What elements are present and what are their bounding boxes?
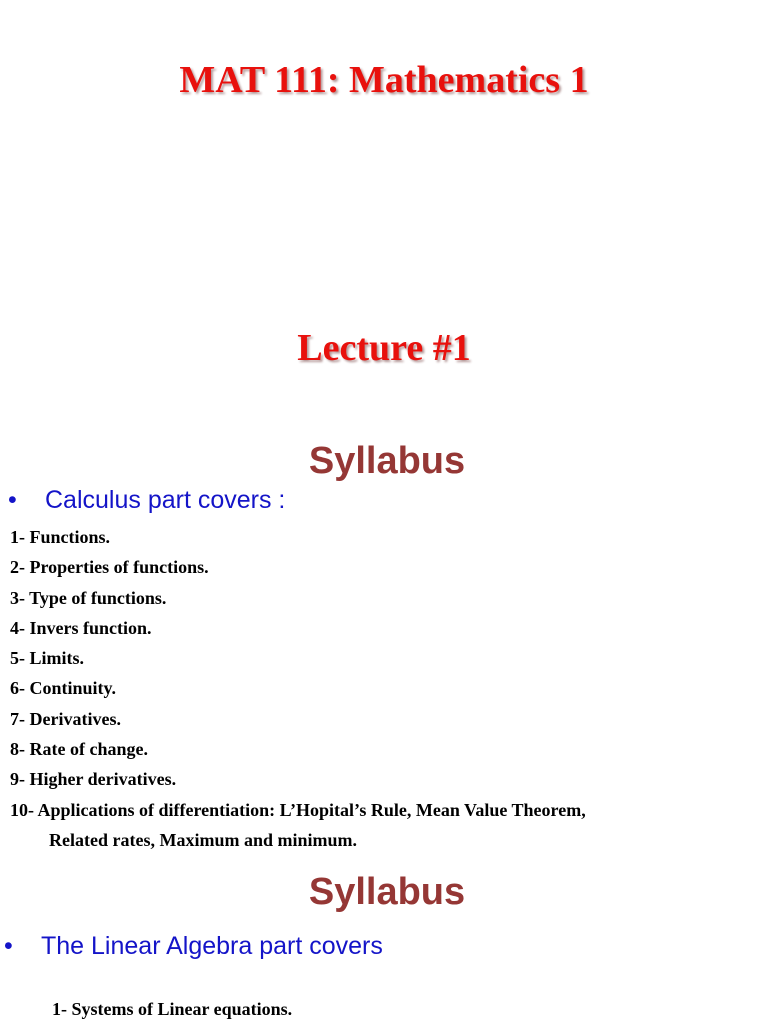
bullet-dot-icon: • xyxy=(8,486,17,514)
list-item-continuation: Related rates, Maximum and minimum. xyxy=(49,829,357,850)
calculus-bullet-text: Calculus part covers : xyxy=(45,486,286,514)
calculus-bullet xyxy=(8,484,285,516)
linear-algebra-bullet xyxy=(4,930,383,962)
list-item: 1- Functions. xyxy=(10,527,111,547)
syllabus-heading-2: Syllabus xyxy=(308,871,466,913)
list-item: 9- Higher derivatives. xyxy=(10,769,177,790)
bullet-dot-icon: • xyxy=(4,932,13,960)
list-item: 8- Rate of change. xyxy=(10,739,148,760)
course-title: MAT 111: Mathematics 1 xyxy=(179,59,589,101)
calculus-topic-list xyxy=(10,524,586,857)
list-item: 10- Applications of differentiation: L’Hopital’s Rule, Mean Value Theorem, xyxy=(10,799,586,820)
list-item: 7- Derivatives. xyxy=(10,708,121,729)
linear-algebra-topic-list xyxy=(52,996,292,1024)
list-item: 5- Limits. xyxy=(10,648,84,669)
list-item: 3- Type of functions. xyxy=(10,587,167,608)
linear-algebra-bullet-text: The Linear Algebra part covers xyxy=(41,932,383,960)
list-item: 4- Invers function. xyxy=(10,617,152,638)
list-item: 2- Properties of functions. xyxy=(10,557,209,578)
list-item: 1- Systems of Linear equations. xyxy=(52,999,293,1019)
list-item: 6- Continuity. xyxy=(10,678,117,699)
syllabus-heading: Syllabus xyxy=(308,440,466,482)
lecture-title: Lecture #1 xyxy=(297,327,471,369)
